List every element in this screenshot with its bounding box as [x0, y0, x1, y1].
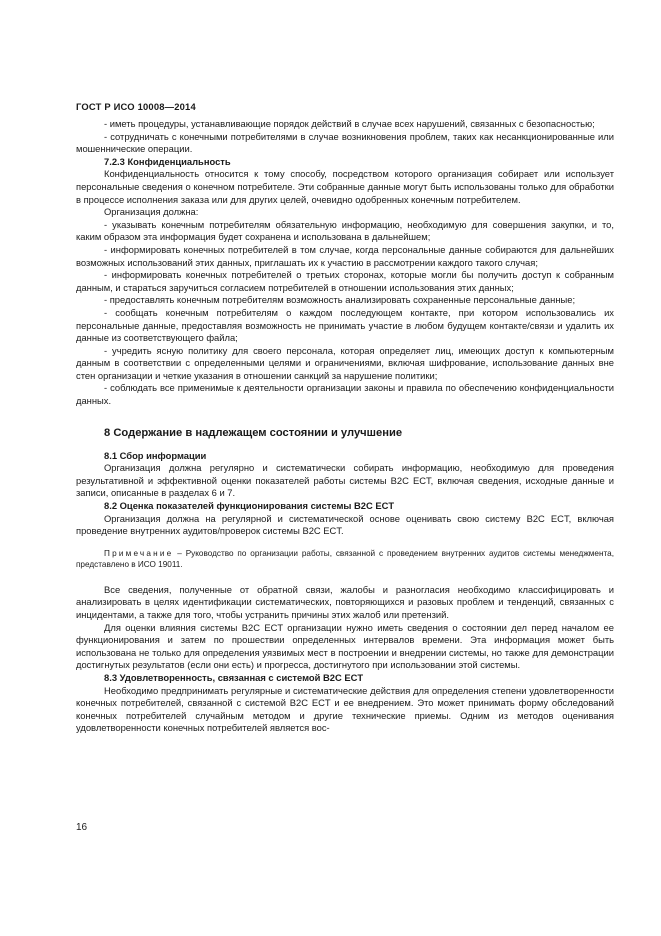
- paragraph: Организация должна:: [104, 206, 199, 218]
- list-item: - предоставлять конечным потребителям возможность анализировать сохраненные персональные данные;: [104, 294, 576, 306]
- list-item: - сообщать конечным потребителям о каждом последующем контакте, при котором использовались их персональные данные, предоставляя возможность не принимать участие в любом будущем контакте/связи и удалить их данные из соответствующего файла;: [76, 306, 614, 344]
- list-item: - сотрудничать с конечными потребителями в случае возникновения проблем, таких как несанкционированные или мошеннические операции.: [76, 130, 614, 155]
- list-item: - информировать конечных потребителей в том случае, когда персональные данные собираются для дальнейших возможных использований этих данных, приглашать их к участию в рассмотрении каждого такого случая;: [76, 243, 614, 268]
- paragraph: Все сведения, полученные от обратной связи, жалобы и разногласия необходимо классифицировать и анализировать в целях идентификации систематических, повторяющихся и разовых проблем и тенденций, связанных с инцидентами, а также для того, чтобы устранить причины этих жалоб или претензий.: [76, 583, 614, 620]
- list-item: - соблюдать все применимые к деятельности организации законы и правила по обеспечению конфиденциальности данных.: [76, 382, 614, 407]
- note-text: – Руководство по организации работы, связанной с проведением внутренних аудитов системы менеджмента, представлено в ИСО 19011.: [76, 548, 614, 570]
- subsection-heading-8-1: 8.1 Сбор информации: [104, 449, 207, 461]
- list-item: - указывать конечным потребителям обязательную информацию, необходимую для совершения закупки, и то, каким образом эта информация будет сохранена и использована в дальнейшем;: [76, 218, 614, 243]
- paragraph: Необходимо предпринимать регулярные и систематические действия для определения степени удовлетворенности конечных потребителей, связанной с системой B2C ECT и ее внедрением. Это может принимать форму обследований конечных потребителей случайным методом и другие технические приемы. Одним из методов оценивания удовлетворенности конечных потребителей является вос-: [76, 684, 614, 734]
- paragraph: Конфиденциальность относится к тому способу, посредством которого организация собирает или использует персональные сведения о конечном потребителе. Эти собранные данные могут быть использованы только для обработки в процессе исполнения заказа или для других целей, очевидно одобренных конечным потребителем.: [76, 168, 614, 205]
- list-item: - иметь процедуры, устанавливающие порядок действий в случае всех нарушений, связанных с безопасностью;: [104, 118, 595, 129]
- subsection-heading-8-3: 8.3 Удовлетворенность, связанная с системой B2C ECT: [104, 671, 364, 683]
- paragraph: Организация должна регулярно и систематически собирать информацию, необходимую для проведения результативной и эффективной оценки показателей работы системы B2C ECT, включая сведения, исходные данные и записи, описанные в разделах 6 и 7.: [76, 462, 614, 499]
- note: [76, 548, 614, 571]
- document-header: ГОСТ Р ИСО 10008—2014: [76, 101, 196, 112]
- list-item: - учредить ясную политику для своего персонала, которая определяет лиц, имеющих доступ к компьютерным данным в соответствии с определенными целями и ограничениями, включая шифрование, использование данных вне стен организации и четкие указания в отношении санкций за нарушение политики;: [76, 344, 614, 381]
- document-body: [76, 118, 614, 735]
- note-label: Примечание: [104, 548, 174, 558]
- list-item: - информировать конечных потребителей о третьих сторонах, которые могли бы получить доступ к собранным данным, и стараться заручиться согласием потребителей в отношении использования этих данных;: [76, 269, 614, 293]
- subsection-heading-8-2: 8.2 Оценка показателей функционирования системы B2C ECT: [104, 500, 395, 512]
- section-heading-8: 8 Содержание в надлежащем состоянии и улучшение: [104, 426, 403, 439]
- paragraph: Для оценки влияния системы B2C ECT организации нужно иметь сведения о состоянии дел перед началом ее функционирования и затем по прошествии определенных интервалов времени. Эта информация может быть использована не только для определения уязвимых мест в построении и внедрении системы, но также для демонстрации достигнутых результатов (если они есть) и прогресса, достигнутого при использовании этой системы.: [76, 621, 614, 671]
- page-number: 16: [76, 822, 88, 833]
- paragraph: Организация должна на регулярной и систематической основе оценивать свою систему B2C ECT, включая проведение внутренних аудитов/проверок системы B2C ECT.: [76, 512, 614, 537]
- subsection-heading-7-2-3: 7.2.3 Конфиденциальность: [104, 155, 231, 167]
